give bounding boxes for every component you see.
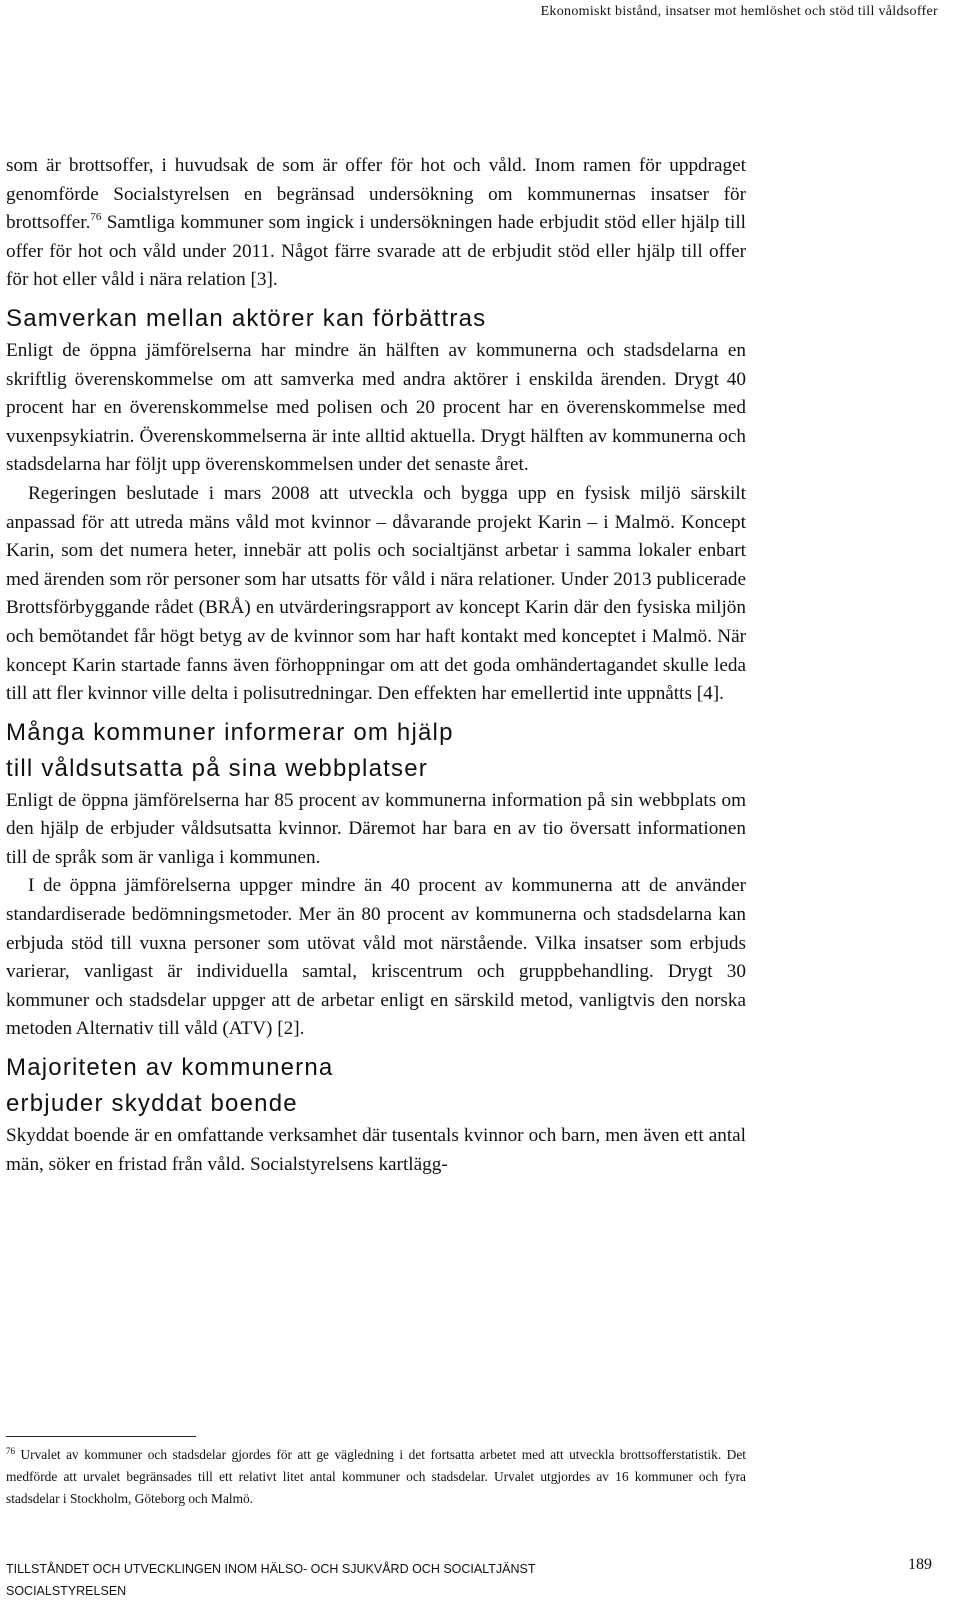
paragraph: Enligt de öppna jämförelserna har 85 procent av kommunerna information på sin webbplats om den hjälp de erbjuder våldsutsatta kvinnor. Däremot har bara en av tio översatt informationen till de språk som är vanliga i kommunen. xyxy=(6,789,746,868)
intro-paragraph xyxy=(6,152,746,295)
page-footer xyxy=(6,1558,535,1602)
footnote-number: 76 xyxy=(6,1446,15,1456)
heading-line: Samverkan mellan aktörer kan förbättras xyxy=(6,304,487,332)
footnote-reference[interactable]: 76 xyxy=(90,211,102,224)
paragraph: Enligt de öppna jämförelserna har mindre än hälften av kommunerna och stadsdelarna en skriftlig överenskommelse om att samverka med andra aktörer i enskilda ärenden. Drygt 40 procent har en överenskommelse med polisen och 20 procent har en överenskommelse med vuxenpsykiatrin. Överenskommelserna är inte alltid aktuella. Drygt hälften av kommunerna och stadsdelarna har följt upp överenskommelsen under det senaste året. xyxy=(6,339,746,476)
footer-title: TILLSTÅNDET OCH UTVECKLINGEN INOM HÄLSO- OCH SJUKVÅRD OCH SOCIALTJÄNST xyxy=(6,1562,536,1576)
paragraph: Skyddat boende är en omfattande verksamhet där tusentals kvinnor och barn, men även ett antal män, söker en fristad från våld. Socialstyrelsens kartlägg- xyxy=(6,1125,746,1175)
paragraph: Regeringen beslutade i mars 2008 att utveckla och bygga upp en fysisk miljö särskilt anpassad för att utreda mäns våld mot kvinnor – dåvarande projekt Karin – i Malmö. Koncept Karin, som det numera heter, innebär att polis och socialtjänst arbetar i samma lokaler enbart med ärenden som rör personer som har utsatts för våld i nära relationer. Under 2013 publicerade Brottsförbyggande rådet (BRÅ) en utvärderingsrapport av koncept Karin där den fysiska miljön och bemötandet får högt betyg av de kvinnor som har haft kontakt med konceptet i Malmö. När koncept Karin startade fanns även förhoppningar om att det goda omhändertagandet skulle leda till att fler kvinnor ville delta i polisutredningar. Den effekten har emellertid inte uppnåtts [4]. xyxy=(6,482,746,705)
main-content xyxy=(6,152,746,1179)
section-heading-webbplatser xyxy=(6,715,746,787)
heading-line: Många kommuner informerar om hjälp xyxy=(6,718,454,746)
footnote-divider xyxy=(6,1436,196,1437)
footnote xyxy=(6,1444,746,1510)
page-number: 189 xyxy=(908,1556,932,1573)
footnote-text: Urvalet av kommuner och stadsdelar gjordes för att ge vägledning i det fortsatta arbetet med att utveckla brottsofferstatistik. Det medförde att urvalet begränsades till ett relativt litet antal kommuner och stadsdelar. Urvalet utgjordes av 16 kommuner och fyra stadsdelar i Stockholm, Göteborg och Malmö. xyxy=(6,1447,746,1506)
heading-line: Majoriteten av kommunerna xyxy=(6,1054,334,1082)
heading-line: erbjuder skyddat boende xyxy=(6,1090,298,1118)
footer-publisher: SOCIALSTYRELSEN xyxy=(6,1584,127,1598)
section-heading-skyddat-boende xyxy=(6,1050,746,1122)
heading-line: till våldsutsatta på sina webbplatser xyxy=(6,754,428,782)
intro-text: som är brottsoffer, i huvudsak de som är offer för hot och våld. Inom ramen för uppdraget genomförde Socialstyrelsen en begränsad undersökning om kommunernas insatser för brottsoffer. xyxy=(6,155,746,234)
running-head: Ekonomiskt bistånd, insatser mot hemlöshet och stöd till våldsoffer xyxy=(540,4,938,19)
section-heading-samverkan xyxy=(6,301,746,337)
intro-text-continued: Samtliga kommuner som ingick i undersökningen hade erbjudit stöd eller hjälp till offer för hot och våld under 2011. Något färre svarade att de erbjudit stöd eller hjälp till offer för hot eller våld i nära relation [3]. xyxy=(6,212,746,291)
paragraph: I de öppna jämförelserna uppger mindre än 40 procent av kommunerna att de använder standardiserade bedömningsmetoder. Mer än 80 procent av kommunerna och stadsdelarna kan erbjuda stöd till vuxna personer som utövat våld mot närstående. Vilka insatser som erbjuds varierar, vanligast är individuella samtal, kriscentrum och gruppbehandling. Drygt 30 kommuner och stadsdelar uppger att de arbetar enligt en särskild metod, vanligtvis den norska metoden Alternativ till våld (ATV) [2]. xyxy=(6,875,746,1040)
